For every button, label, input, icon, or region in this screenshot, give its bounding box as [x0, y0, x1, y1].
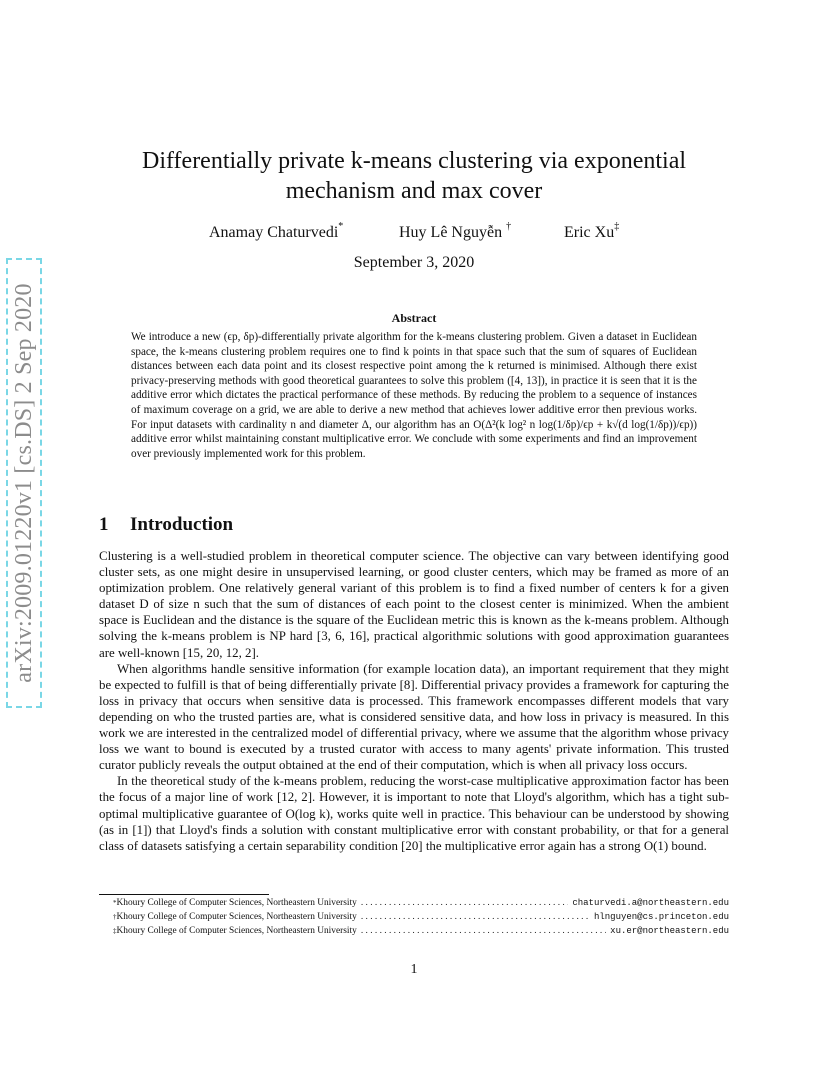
footnote-divider [99, 894, 269, 895]
footnote-1 [99, 896, 729, 910]
leader-dots [361, 924, 606, 938]
author-2: Huy Lê Nguyễn † [399, 221, 512, 241]
leader-dots [361, 910, 590, 924]
footnote-email[interactable]: chaturvedi.a@northeastern.edu [572, 898, 729, 908]
section-heading [99, 514, 233, 536]
footnote-mark: * [113, 899, 117, 907]
footnote-2 [99, 910, 729, 924]
page-number: 1 [410, 962, 418, 977]
section-title: Introduction [130, 514, 234, 535]
leader-dots [361, 896, 569, 910]
title-line-2: mechanism and max cover [285, 178, 543, 204]
abstract-text: We introduce a new (ϵp, δp)-differentially private algorithm for the k-means clustering problem. Given a dataset in Euclidean space, the k-means clustering problem requires one to find k points in that space such that the sum of squares of Euclidean distances between each data point and its closest respective point among the k returned is minimised. Although there exist privacy-preserving methods with good theoretical guarantees to solve this problem ([4, 13]), in practice it is seen that it is the additive error which dictates the practical performance of these methods. By reducing the problem to a sequence of instances of maximum coverage on a grid, we are able to derive a new method that achieves lower additive error then previous works. For input datasets with cardinality n and diameter Δ, our algorithm has an O(Δ²(k log² n log(1/δp)/ϵp + k√(d log(1/δp))/ϵp)) additive error whilst maintaining constant multiplicative error. We conclude with some experiments and find an improvement over previously implemented work for this problem. [131, 331, 697, 460]
footnote-mark: ‡ [113, 927, 117, 935]
footnote-3 [99, 924, 729, 938]
abstract-heading: Abstract [391, 311, 437, 325]
author-3: Eric Xu‡ [564, 221, 620, 241]
paragraph-2: When algorithms handle sensitive information (for example location data), an important requirement that they might be expected to fulfill is that of being differentially private [8]. Differential privacy provides a framework for capturing the loss in privacy that occurs when sensitive data is processed. This framework encompasses different models that vary depending on who the trusted parties are, what is considered sensitive data, and how loss in privacy is measured. In this work we are interested in the centralized model of differential privacy, where we assume that the algorithm whose privacy loss we want to bound is executed by a trusted curator with access to many agents' private information. This trusted curator publicly reveals the output obtained at the end of their computation, which is when all privacy loss occurs. [99, 661, 729, 773]
footnote-affiliation: Khoury College of Computer Sciences, Northeastern University [116, 898, 357, 908]
author-1: Anamay Chaturvedi* [209, 221, 344, 241]
publication-date: September 3, 2020 [353, 254, 475, 271]
author-list [100, 221, 728, 243]
paragraph-1: Clustering is a well-studied problem in theoretical computer science. The objective can vary between identifying good cluster sets, as one might desire in unsupervised learning, or good cluster centers, which may be framed as more of an optimization problem. One relatively general variant of this problem is to find a fixed number of centers k for a given dataset D of size n such that the sum of distances of each point to the closest center is minimized. When the ambient space is Euclidean and the distance is the square of the Euclidean metric this is known as the k-means problem. Although solving the k-means problem is NP hard [3, 6, 16], practical algorithmic solutions with good approximation guarantees are well-known [15, 20, 12, 2]. [99, 549, 729, 660]
footnote-email[interactable]: xu.er@northeastern.edu [610, 926, 729, 936]
footnotes [99, 896, 729, 938]
title-line-1: Differentially private k-means clustering via exponential [141, 148, 687, 174]
introduction-body [99, 548, 729, 854]
paragraph-3: In the theoretical study of the k-means problem, reducing the worst-case multiplicative approximation factor has been the focus of a major line of work [12, 2]. However, it is important to note that Lloyd's algorithm, which has a tight sub-optimal multiplicative guarantee of O(log k), works quite well in practice. This behaviour can be understood by showing (as in [1]) that Lloyd's finds a solution with constant multiplicative error with constant probability, or that for a general class of datasets satisfying a certain separability condition [20] the multiplicative error again has a strong O(1) bound. [99, 774, 729, 853]
section-number: 1 [99, 514, 109, 535]
footnote-affiliation: Khoury College of Computer Sciences, Northeastern University [116, 926, 357, 936]
paper-title [100, 146, 728, 206]
footnote-email[interactable]: hlnguyen@cs.princeton.edu [593, 912, 729, 922]
footnote-mark: † [113, 913, 117, 921]
footnote-affiliation: Khoury College of Computer Sciences, Northeastern University [116, 912, 357, 922]
arxiv-watermark[interactable]: arXiv:2009.01220v1 [cs.DS] 2 Sep 2020 [6, 258, 42, 708]
